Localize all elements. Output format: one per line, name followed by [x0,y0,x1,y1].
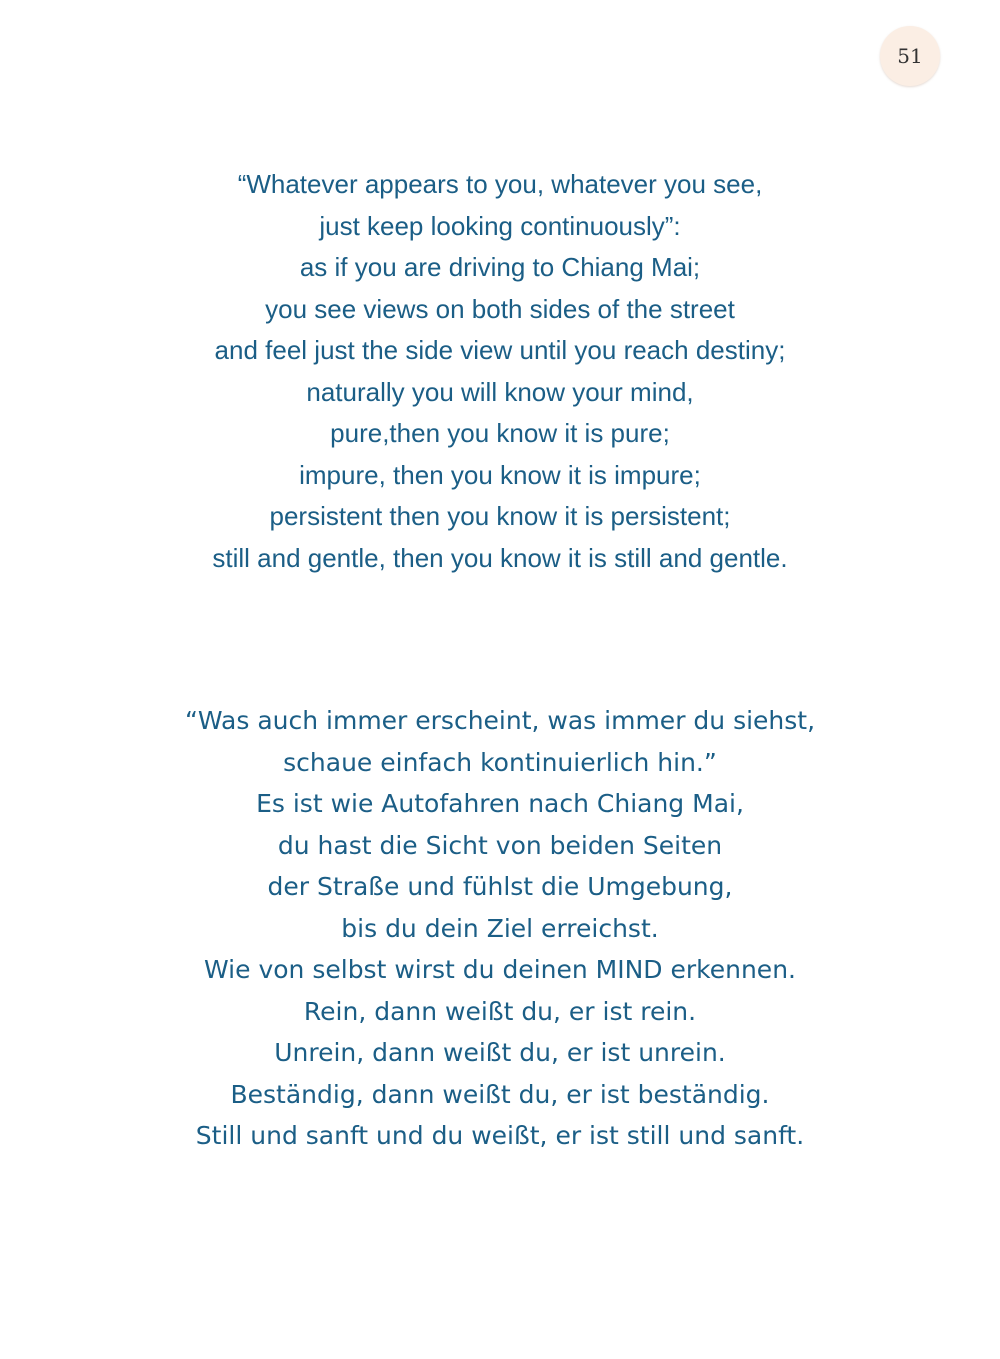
english-verse-line: and feel just the side view until you reach destiny; [214,335,786,365]
german-verse-line: Es ist wie Autofahren nach Chiang Mai, [256,789,744,818]
german-verse-line: du hast die Sicht von beiden Seiten [277,830,723,860]
german-verse [0,700,1000,1157]
english-verse-line: pure,then you know it is pure; [330,418,670,448]
german-verse-line: Unrein, dann weißt du, er ist unrein. [274,1038,726,1067]
english-verse-line: as if you are driving to Chiang Mai; [299,252,701,282]
german-verse-line: Still und sanft und du weißt, er ist still und sanft. [195,1121,805,1150]
english-verse-line: just keep looking continuously”: [319,210,681,241]
german-verse-line: schaue einfach kontinuierlich hin.” [283,747,717,777]
german-verse-line: “Was auch immer erscheint, was immer du siehst, [184,706,816,735]
english-verse-line: still and gentle, then you know it is still and gentle. [212,542,788,573]
german-verse-line: Rein, dann weißt du, er ist rein. [303,996,697,1026]
page-number: 51 [880,26,940,86]
german-verse-line: Wie von selbst wirst du deinen MIND erkennen. [204,955,796,984]
english-verse [0,164,1000,579]
german-verse-line: Beständig, dann weißt du, er ist beständig. [230,1079,770,1109]
english-verse-line: impure, then you know it is impure; [299,459,701,490]
english-verse-line: “Whatever appears to you, whatever you see, [237,169,763,199]
german-verse-line: der Straße und fühlst die Umgebung, [267,872,733,901]
german-verse-line: bis du dein Ziel erreichst. [341,913,659,943]
english-verse-line: persistent then you know it is persistent; [269,501,731,531]
english-verse-line: you see views on both sides of the street [265,293,735,324]
english-verse-line: naturally you will know your mind, [306,376,694,407]
